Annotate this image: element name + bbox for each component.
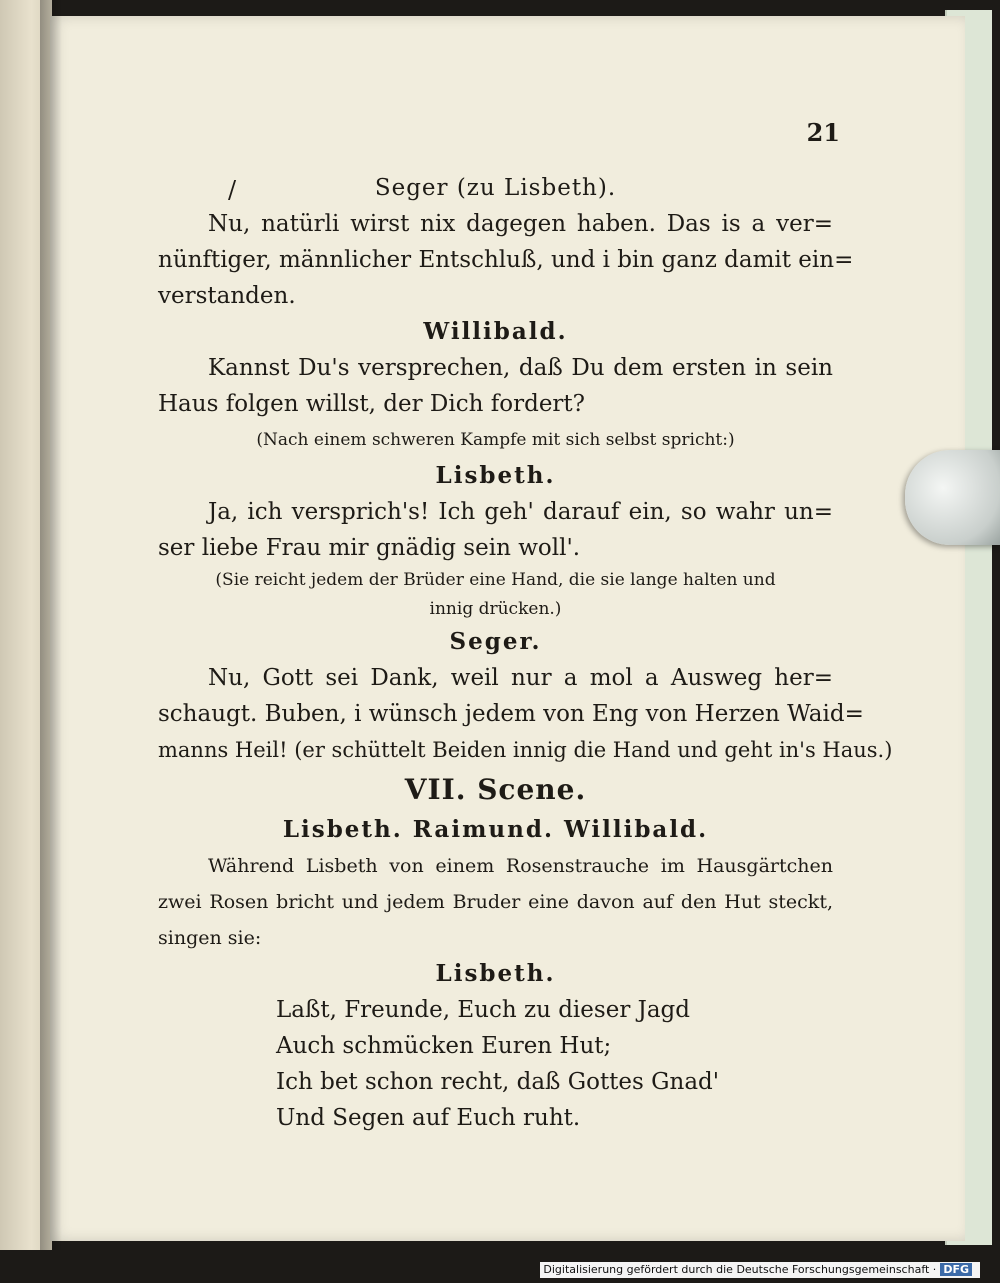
stage-direction: singen sie: (158, 927, 262, 949)
prose-line: verstanden. (158, 283, 296, 309)
stage-direction: innig drücken.) (429, 599, 562, 619)
stage-direction: zwei Rosen bricht und jedem Bruder eine davon auf den Hut steckt, (158, 891, 833, 913)
spine-shadow (40, 0, 62, 1250)
prose-line: Nu, Gott sei Dank, weil nur a mol a Ausweg her= (208, 665, 833, 691)
prose-line: Ja, ich versprich's! Ich geh' darauf ein, so wahr un= (208, 499, 833, 525)
credit-text: Digitalisierung gefördert durch die Deutsche Forschungsgemeinschaft · (543, 1263, 937, 1276)
verse-line: Laßt, Freunde, Euch zu dieser Jagd (276, 997, 690, 1023)
stage-direction: (Nach einem schweren Kampfe mit sich selbst spricht:) (256, 430, 735, 450)
speaker-heading: Willibald. (423, 318, 568, 345)
stage-direction: Während Lisbeth von einem Rosenstrauche im Hausgärtchen (208, 855, 833, 877)
prose-line: schaugt. Buben, i wünsch jedem von Eng von Herzen Waid= (158, 701, 864, 727)
prose-line: Nu, natürli wirst nix dagegen haben. Das is a ver= (208, 211, 833, 237)
verse-line: Ich bet schon recht, daß Gottes Gnad' (276, 1069, 720, 1095)
dfg-logo: DFG (940, 1263, 972, 1276)
scene-heading: VII. Scene. (404, 773, 587, 806)
speaker-heading: Seger (zu Lisbeth). (374, 175, 617, 201)
digitization-credit (540, 1262, 980, 1278)
pencil-mark: / (228, 176, 237, 204)
verse-line: Auch schmücken Euren Hut; (276, 1033, 612, 1059)
speaker-heading: Seger. (449, 628, 542, 655)
page-number: 21 (806, 118, 840, 147)
page-clip (905, 450, 1000, 545)
prose-line: nünftiger, männlicher Entschluß, und i bin ganz damit ein= (158, 247, 854, 273)
speaker-heading: Lisbeth. (435, 960, 556, 987)
prose-line: Kannst Du's versprechen, daß Du dem ersten in sein (208, 355, 833, 381)
prose-line: manns Heil! (er schüttelt Beiden innig die Hand und geht in's Haus.) (158, 738, 893, 762)
prose-line: ser liebe Frau mir gnädig sein woll'. (158, 535, 581, 561)
speaker-heading: Lisbeth. (435, 462, 556, 489)
verse-line: Und Segen auf Euch ruht. (276, 1105, 581, 1131)
speaker-heading: Lisbeth. Raimund. Willibald. (282, 816, 709, 843)
prose-line: Haus folgen willst, der Dich fordert? (158, 391, 585, 417)
stage-direction: (Sie reicht jedem der Brüder eine Hand, die sie lange halten und (215, 570, 776, 590)
page-text (158, 170, 893, 1136)
